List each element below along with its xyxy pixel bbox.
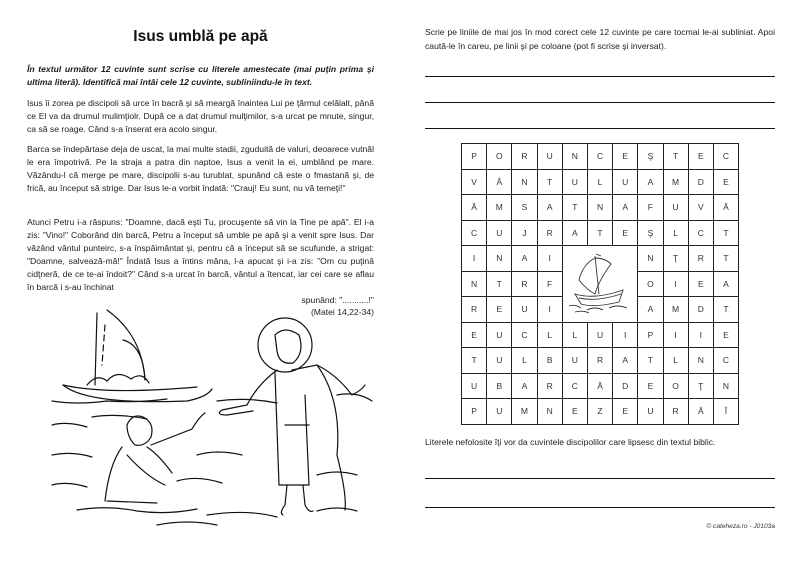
grid-cell[interactable]: T xyxy=(713,297,738,323)
grid-cell[interactable]: Ă xyxy=(587,373,612,399)
page-title: Isus umblă pe apă xyxy=(133,28,268,45)
grid-cell[interactable]: M xyxy=(512,399,537,425)
grid-cell[interactable]: P xyxy=(638,322,663,348)
grid-cell[interactable]: R xyxy=(688,246,713,272)
grid-cell[interactable]: N xyxy=(587,195,612,221)
grid-cell[interactable]: B xyxy=(537,348,562,374)
grid-cell[interactable]: U xyxy=(462,373,487,399)
grid-cell[interactable]: A xyxy=(613,195,638,221)
grid-cell[interactable]: A xyxy=(512,373,537,399)
grid-row xyxy=(462,348,739,374)
word-search-grid xyxy=(461,143,739,425)
water-waves-drawing xyxy=(52,394,372,525)
grid-cell[interactable]: L xyxy=(512,348,537,374)
grid-cell[interactable]: N xyxy=(462,271,487,297)
grid-cell[interactable]: T xyxy=(562,195,587,221)
grid-cell[interactable]: I xyxy=(663,271,688,297)
grid-cell[interactable]: C xyxy=(462,220,487,246)
story-paragraph-3-end: spunând: "...........!" xyxy=(301,295,374,305)
grid-cell[interactable]: A xyxy=(713,271,738,297)
story-paragraph-2: Barca se îndepărtase deja de uscat, la mai multe stadii, zguduită de valuri, deoarece vutnăl le era împotrivă. Pe la straja a patra din naptoe, Isus a venit la ei, umblând pe mare. Văzându-l că merge pe mare, discipolii s-au turublat, spunând că este o fmastană şi, de frică, au început să strige. Dar Isus le-a vorbit îndată: "Crauj! Eu sunt, nu vă temeţi!" xyxy=(27,144,374,193)
grid-cell[interactable]: A xyxy=(613,348,638,374)
grid-cell[interactable]: T xyxy=(462,348,487,374)
grid-cell[interactable]: B xyxy=(487,373,512,399)
grid-cell[interactable]: U xyxy=(487,348,512,374)
grid-cell[interactable]: P xyxy=(462,144,487,170)
grid-cell[interactable]: A xyxy=(512,246,537,272)
grid-cell[interactable]: R xyxy=(587,348,612,374)
grid-cell[interactable]: N xyxy=(512,169,537,195)
grid-cell[interactable]: O xyxy=(663,373,688,399)
grid-cell[interactable]: C xyxy=(713,144,738,170)
grid-cell[interactable]: I xyxy=(537,246,562,272)
jesus-walking-on-water-illustration xyxy=(47,305,387,535)
grid-cell[interactable]: I xyxy=(613,322,638,348)
story-paragraph-3-text: Atunci Petru i-a răspuns: "Doamne, dacă eşti Tu, procuşente să vin la Tine pe apă". El i-a zis: "Vino!" Coborând din barcă, Petru a început să umble pe apă şi a venit spre Isus. Dar văzând vântul punteirc, s-a înspăimântat şi, pentru că a început să se scufunde, a strigat: "Doamne, salvează-mă!" Îndată Isus a întins mâna, l-a apucat şi i-a zis: "Om cu puţină cidţneră, de ce te-ai îndoit?" Când s-a urcat în barcă, vântul a îtencat, iar cei care se aflau în barcă i s-au închinat xyxy=(27,217,374,292)
grid-cell[interactable]: U xyxy=(562,348,587,374)
grid-cell[interactable]: E xyxy=(713,169,738,195)
grid-cell[interactable]: Ţ xyxy=(688,373,713,399)
grid-cell[interactable]: I xyxy=(663,322,688,348)
grid-cell[interactable]: N xyxy=(562,144,587,170)
grid-cell[interactable]: E xyxy=(613,220,638,246)
grid-cell[interactable]: T xyxy=(487,271,512,297)
grid-cell[interactable]: R xyxy=(462,297,487,323)
grid-cell[interactable]: U xyxy=(613,169,638,195)
grid-row xyxy=(462,399,739,425)
grid-cell[interactable]: T xyxy=(537,169,562,195)
grid-row xyxy=(462,144,739,170)
grid-cell[interactable]: T xyxy=(663,144,688,170)
grid-cell[interactable]: U xyxy=(487,220,512,246)
answer-line-3[interactable] xyxy=(425,128,775,129)
grid-cell[interactable]: U xyxy=(562,169,587,195)
grid-cell[interactable]: E xyxy=(487,297,512,323)
background-boat-drawing xyxy=(63,310,212,402)
grid-cell[interactable]: C xyxy=(512,322,537,348)
grid-cell[interactable]: P xyxy=(462,399,487,425)
grid-cell[interactable]: M xyxy=(487,195,512,221)
grid-cell[interactable]: L xyxy=(537,322,562,348)
grid-cell[interactable]: N xyxy=(713,373,738,399)
grid-cell[interactable]: C xyxy=(587,144,612,170)
grid-cell[interactable]: L xyxy=(663,220,688,246)
grid-cell[interactable]: U xyxy=(487,399,512,425)
grid-cell[interactable]: M xyxy=(663,297,688,323)
grid-cell[interactable]: R xyxy=(663,399,688,425)
grid-cell[interactable]: Ă xyxy=(688,399,713,425)
story-paragraph-3 xyxy=(27,216,374,307)
answer-line-5[interactable] xyxy=(425,507,775,508)
grid-cell[interactable]: O xyxy=(487,144,512,170)
grid-cell[interactable]: C xyxy=(713,348,738,374)
grid-cell[interactable]: U xyxy=(487,322,512,348)
grid-cell[interactable]: E xyxy=(462,322,487,348)
grid-cell[interactable]: U xyxy=(512,297,537,323)
answer-line-1[interactable] xyxy=(425,76,775,77)
grid-cell[interactable]: U xyxy=(587,322,612,348)
grid-cell[interactable]: A xyxy=(562,220,587,246)
answer-line-4[interactable] xyxy=(425,478,775,479)
grid-cell[interactable]: V xyxy=(688,195,713,221)
grid-cell[interactable]: D xyxy=(688,297,713,323)
grid-cell[interactable]: Ă xyxy=(713,195,738,221)
story-paragraph-1: Isus îi zorea pe discipoli să urce în bacră şi să meargă înaintea Lui pe ţărmul celălalt, până ce El va da drumul mulimţiolr. După ce a dat drumul mulţimilor, s-a urcat pe mnute, singur, ca să se roage. Când s-a înserat era acolo singur. xyxy=(27,98,374,134)
grid-cell[interactable]: L xyxy=(562,322,587,348)
grid-cell[interactable]: U xyxy=(663,195,688,221)
grid-cell[interactable]: Ş xyxy=(638,220,663,246)
grid-cell[interactable]: Ţ xyxy=(663,246,688,272)
grid-cell[interactable]: Ş xyxy=(638,144,663,170)
puzzle-instructions: Scrie pe liniile de mai jos în mod corect cele 12 cuvinte pe care tocmai le-ai subliniat. Apoi caută-le în careu, pe linii şi pe coloane (pot fi scrise şi inversat). xyxy=(425,27,775,51)
boat-image-cell xyxy=(562,246,638,323)
grid-cell[interactable]: R xyxy=(512,271,537,297)
grid-cell[interactable]: E xyxy=(562,399,587,425)
grid-cell[interactable]: T xyxy=(587,220,612,246)
grid-cell[interactable]: L xyxy=(663,348,688,374)
grid-cell[interactable]: Â xyxy=(487,169,512,195)
grid-cell[interactable]: S xyxy=(512,195,537,221)
grid-cell[interactable]: O xyxy=(638,271,663,297)
grid-cell[interactable]: T xyxy=(713,220,738,246)
grid-cell[interactable]: Î xyxy=(713,399,738,425)
grid-cell[interactable]: R xyxy=(537,220,562,246)
grid-cell[interactable]: U xyxy=(638,399,663,425)
grid-cell[interactable]: N xyxy=(537,399,562,425)
grid-cell[interactable]: J xyxy=(512,220,537,246)
peter-figure-drawing xyxy=(105,413,205,503)
grid-cell[interactable]: T xyxy=(713,246,738,272)
grid-row xyxy=(462,195,739,221)
bible-reference: (Matei 14,22-34) xyxy=(310,307,374,317)
grid-cell[interactable]: R xyxy=(537,373,562,399)
instructions-intro: În textul următor 12 cuvinte sunt scrise cu literele amestecate (mai puţin prima şi ultima literă). Identifică mai întâi cele 12 cuvinte, subliniindu-le în text. xyxy=(27,64,374,87)
copyright-notice: © cateheza.ro - J0103a xyxy=(706,523,775,530)
grid-cell[interactable]: C xyxy=(688,220,713,246)
grid-cell[interactable]: F xyxy=(638,195,663,221)
grid-cell[interactable]: E xyxy=(613,144,638,170)
grid-cell[interactable]: I xyxy=(462,246,487,272)
grid-cell[interactable]: Ă xyxy=(462,195,487,221)
grid-cell[interactable]: N xyxy=(688,348,713,374)
grid-cell[interactable]: F xyxy=(537,271,562,297)
grid-row xyxy=(462,322,739,348)
answer-line-2[interactable] xyxy=(425,102,775,103)
grid-cell[interactable]: E xyxy=(713,322,738,348)
grid-cell[interactable]: E xyxy=(638,373,663,399)
grid-cell[interactable]: I xyxy=(688,322,713,348)
grid-cell[interactable]: D xyxy=(613,373,638,399)
jesus-figure-drawing xyxy=(219,318,365,515)
grid-cell[interactable]: E xyxy=(613,399,638,425)
grid-cell[interactable]: E xyxy=(688,144,713,170)
grid-cell[interactable]: D xyxy=(688,169,713,195)
grid-row xyxy=(462,220,739,246)
grid-cell[interactable]: Z xyxy=(587,399,612,425)
grid-cell[interactable]: A xyxy=(638,297,663,323)
grid-row xyxy=(462,246,739,272)
hidden-words-note: Literele nefolosite îţi vor da cuvintele discipolilor care lipsesc din textul biblic. xyxy=(425,437,716,447)
grid-cell[interactable]: E xyxy=(688,271,713,297)
grid-cell[interactable]: N xyxy=(487,246,512,272)
boat-icon xyxy=(565,250,635,316)
grid-cell[interactable]: A xyxy=(638,169,663,195)
grid-cell[interactable]: N xyxy=(638,246,663,272)
grid-row xyxy=(462,169,739,195)
grid-cell[interactable]: M xyxy=(663,169,688,195)
grid-cell[interactable]: V xyxy=(462,169,487,195)
grid-cell[interactable]: A xyxy=(537,195,562,221)
grid-cell[interactable]: C xyxy=(562,373,587,399)
grid-cell[interactable]: T xyxy=(638,348,663,374)
grid-cell[interactable]: R xyxy=(512,144,537,170)
grid-cell[interactable]: U xyxy=(537,144,562,170)
grid-cell[interactable]: I xyxy=(537,297,562,323)
grid-cell[interactable]: L xyxy=(587,169,612,195)
grid-row xyxy=(462,373,739,399)
